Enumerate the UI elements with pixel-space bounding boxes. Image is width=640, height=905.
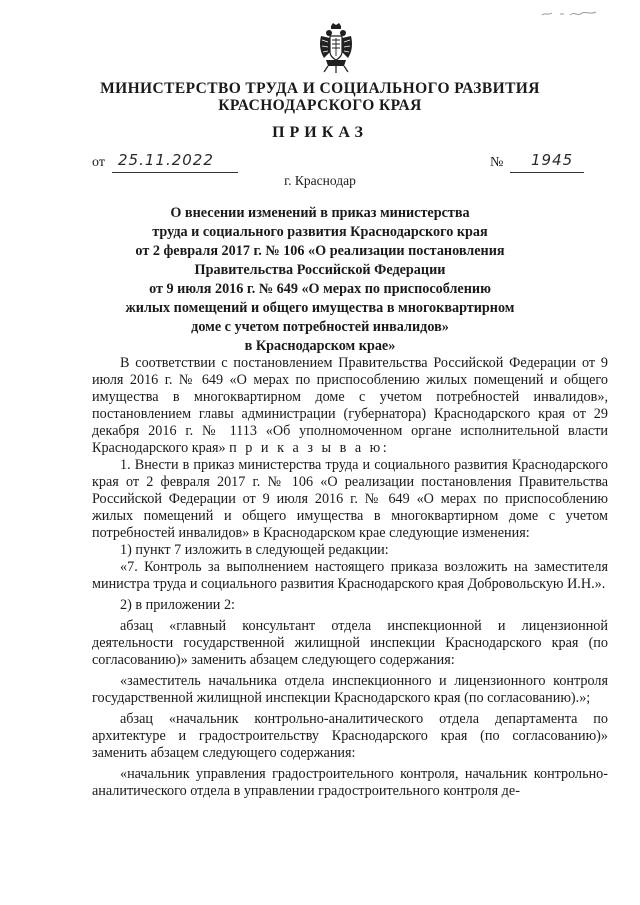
title-line: труда и социального развития Краснодарского края — [152, 224, 488, 240]
number-handwritten: 1945 — [531, 151, 574, 169]
ministry-name-line2: КРАСНОДАРСКОГО КРАЯ — [218, 97, 422, 114]
title-line: доме с учетом потребностей инвалидов» — [191, 319, 449, 335]
order-word: п р и к а з ы в а ю: — [229, 440, 390, 456]
paragraph-5: абзац «главный консультант отдела инспекционной и лицензионной деятельности государственной жилищной инспекции Краснодарского края (по согласованию)» заменить абзацем следующего содержания: — [92, 618, 608, 668]
ministry-name-line1: МИНИСТЕРСТВО ТРУДА И СОЦИАЛЬНОГО РАЗВИТИЯ — [100, 80, 540, 97]
date-handwritten: 25.11.2022 — [118, 151, 214, 169]
preamble-paragraph — [92, 355, 608, 457]
title-line: от 2 февраля 2017 г. № 106 «О реализации постановления — [135, 243, 505, 259]
date-prefix: от — [92, 155, 105, 170]
paragraph-1: 1. Внести в приказ министерства труда и социального развития Краснодарского края от 2 февраля 2017 г. № 106 «О реализации постановления Правительства Российской Федерации от 9 июля 2016 г. № 649 «О мерах по приспособлению жилых помещений и общего имущества в многоквартирном доме с учетом потребностей инвалидов» в Краснодарском крае следующие изменения: — [92, 457, 608, 541]
paragraph-2: 1) пункт 7 изложить в следующей редакции: — [120, 542, 389, 558]
document-type: ПРИКАЗ — [272, 124, 368, 141]
paragraph-7: абзац «начальник контрольно-аналитического отдела департамента по архитектуре и градостроительству Краснодарского края (по согласованию)» заменить абзацем следующего содержания: — [92, 711, 608, 761]
preamble-text: В соответствии с постановлением Правительства Российской Федерации от 9 июля 2016 г. № 649 «О мерах по приспособлению жилых помещений и общего имущества в многоквартирном доме с учетом потребностей инвалидов», постановлением главы администрации (губернатора) Краснодарского края от 29 декабря 2016 г. № 1113 «Об уполномоченном органе исполнительной власти Краснодарского края» — [92, 355, 608, 456]
city: г. Краснодар — [284, 173, 356, 188]
paragraph-4: 2) в приложении 2: — [120, 597, 235, 613]
title-line: от 9 июля 2016 г. № 649 «О мерах по приспособлению — [149, 281, 491, 297]
title-line: Правительства Российской Федерации — [194, 262, 446, 278]
title-line: в Краснодарском крае» — [244, 338, 396, 354]
paragraph-8: «начальник управления градостроительного контроля, начальник контрольно-аналитического отдела в управлении градостроительного контроля де- — [92, 766, 608, 799]
paragraph-6: «заместитель начальника отдела инспекционного и лицензионного контроля государственной жилищной инспекции Краснодарского края (по согласованию).»; — [92, 673, 608, 706]
paragraph-3: «7. Контроль за выполнением настоящего приказа возложить на заместителя министра труда и социального развития Краснодарского края Добровольскую И.Н.». — [92, 559, 608, 592]
corner-scribble — [540, 6, 600, 20]
coat-of-arms-icon — [318, 22, 354, 74]
document-title — [110, 204, 530, 356]
document-body — [92, 355, 608, 800]
title-line: О внесении изменений в приказ министерства — [170, 205, 470, 221]
title-line: жилых помещений и общего имущества в многоквартирном — [125, 300, 515, 316]
number-prefix: № — [490, 155, 504, 170]
